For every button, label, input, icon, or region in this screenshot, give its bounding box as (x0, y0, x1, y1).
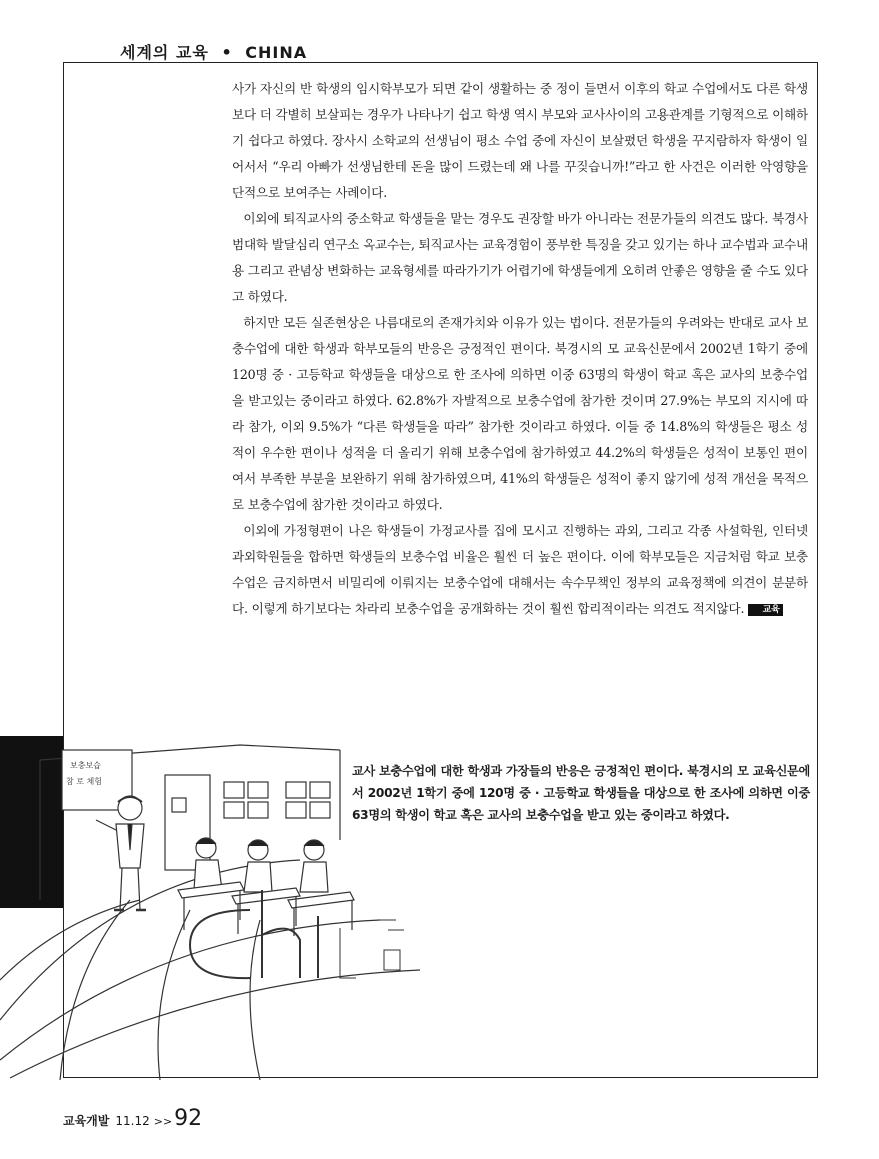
page-number: 92 (174, 1106, 203, 1131)
header-bullet: • (221, 43, 233, 62)
board-text-2: 참 로 체험 (66, 777, 102, 786)
issue-number: 11.12 (115, 1114, 150, 1128)
section-header (120, 40, 307, 63)
end-mark-icon: 교육 (748, 604, 782, 616)
section-title: 세계의 교육 (120, 43, 209, 62)
article-paragraph-4-text: 이외에 가정형편이 나은 학생들이 가정교사를 집에 모시고 진행하는 과외, 그리고 각종 사설학원, 인터넷 과외학원들을 합하면 학생들의 보충수업 비율은 훨씬 더 높은 편이다. 이에 학부모들은 지금처럼 학교 보충수업은 금지하면서 비밀리에 이뤄지는 보충수업에 대해서는 속수무책인 정부의 교육정책에 의견이 분분하다. 이렇게 하기보다는 차라리 보충수업을 공개화하는 것이 훨씬 합리적이라는 의견도 적지않다. (232, 523, 808, 616)
image-caption: 교사 보충수업에 대한 학생과 가장들의 반응은 긍정적인 편이다. 북경시의 모 교육신문에서 2002년 1학기 중에 120명 중 · 고등학교 학생들을 대상으로 한 조사에 의하면 이중 63명의 학생이 학교 혹은 교사의 보충수업을 받고 있는 중이라고 하였다. (352, 764, 810, 822)
article-body (232, 76, 808, 622)
article-paragraph-3: 하지만 모든 실존현상은 나름대로의 존재가치와 이유가 있는 법이다. 전문가들의 우려와는 반대로 교사 보충수업에 대한 학생과 학부모들의 반응은 긍정적인 편이다. 북경시의 모 교육신문에서 2002년 1학기 중에 120명 중 · 고등학교 학생들을 대상으로 한 조사에 의하면 이중 63명의 학생이 학교 혹은 교사의 보충수업을 받고있는 중이라고 하였다. 62.8%가 자발적으로 보충수업에 참가한 것이며 27.9%는 부모의 지시에 따라 참가, 이외 9.5%가 “다른 학생들을 따라” 참가한 것이라고 하였다. 이들 중 14.8%의 학생들은 평소 성적이 우수한 편이나 성적을 더 올리기 위해 보충수업에 참가하였고 44.2%의 학생들은 성적이 보통인 편이여서 부족한 부분을 보완하기 위해 참가하였으며, 41%의 학생들은 성적이 좋지 않기에 성적 개선을 목적으로 보충수업에 참가한 것이라고 하였다. (232, 315, 808, 512)
arrow-icon: >> (153, 1115, 173, 1128)
article-paragraph-4 (232, 518, 808, 622)
board-text-1: 보충보습 (70, 761, 101, 770)
country-label: CHINA (245, 43, 308, 62)
article-paragraph-1: 사가 자신의 반 학생의 임시학부모가 되면 같이 생활하는 중 정이 들면서 이후의 학교 수업에서도 다른 학생보다 더 각별히 보살피는 경우가 나타나기 쉽고 학생 역시 부모와 교사사이의 고용관계를 기형적으로 이해하기 쉽다고 하였다. 장사시 소학교의 선생님이 평소 수업 중에 자신이 보살폈던 학생을 꾸지람하자 학생이 일어서서 “우리 아빠가 선생님한테 돈을 많이 드렸는데 왜 나를 꾸짖습니까!”라고 한 사건은 이러한 악영향을 단적으로 보여주는 사례이다. (232, 81, 808, 200)
article-paragraph-2: 이외에 퇴직교사의 중소학교 학생들을 맡는 경우도 권장할 바가 아니라는 전문가들의 의견도 많다. 북경사범대학 발달심리 연구소 옥교수는, 퇴직교사는 교육경험이 풍부한 특징을 갖고 있기는 하나 교수법과 교수내용 그리고 관념상 변화하는 교육형세를 따라가기가 어렵기에 학생들에게 오히려 안좋은 영향을 줄 수도 있다고 하였다. (232, 211, 808, 304)
magazine-name: 교육개발 (63, 1114, 110, 1128)
page-footer (63, 1106, 202, 1131)
